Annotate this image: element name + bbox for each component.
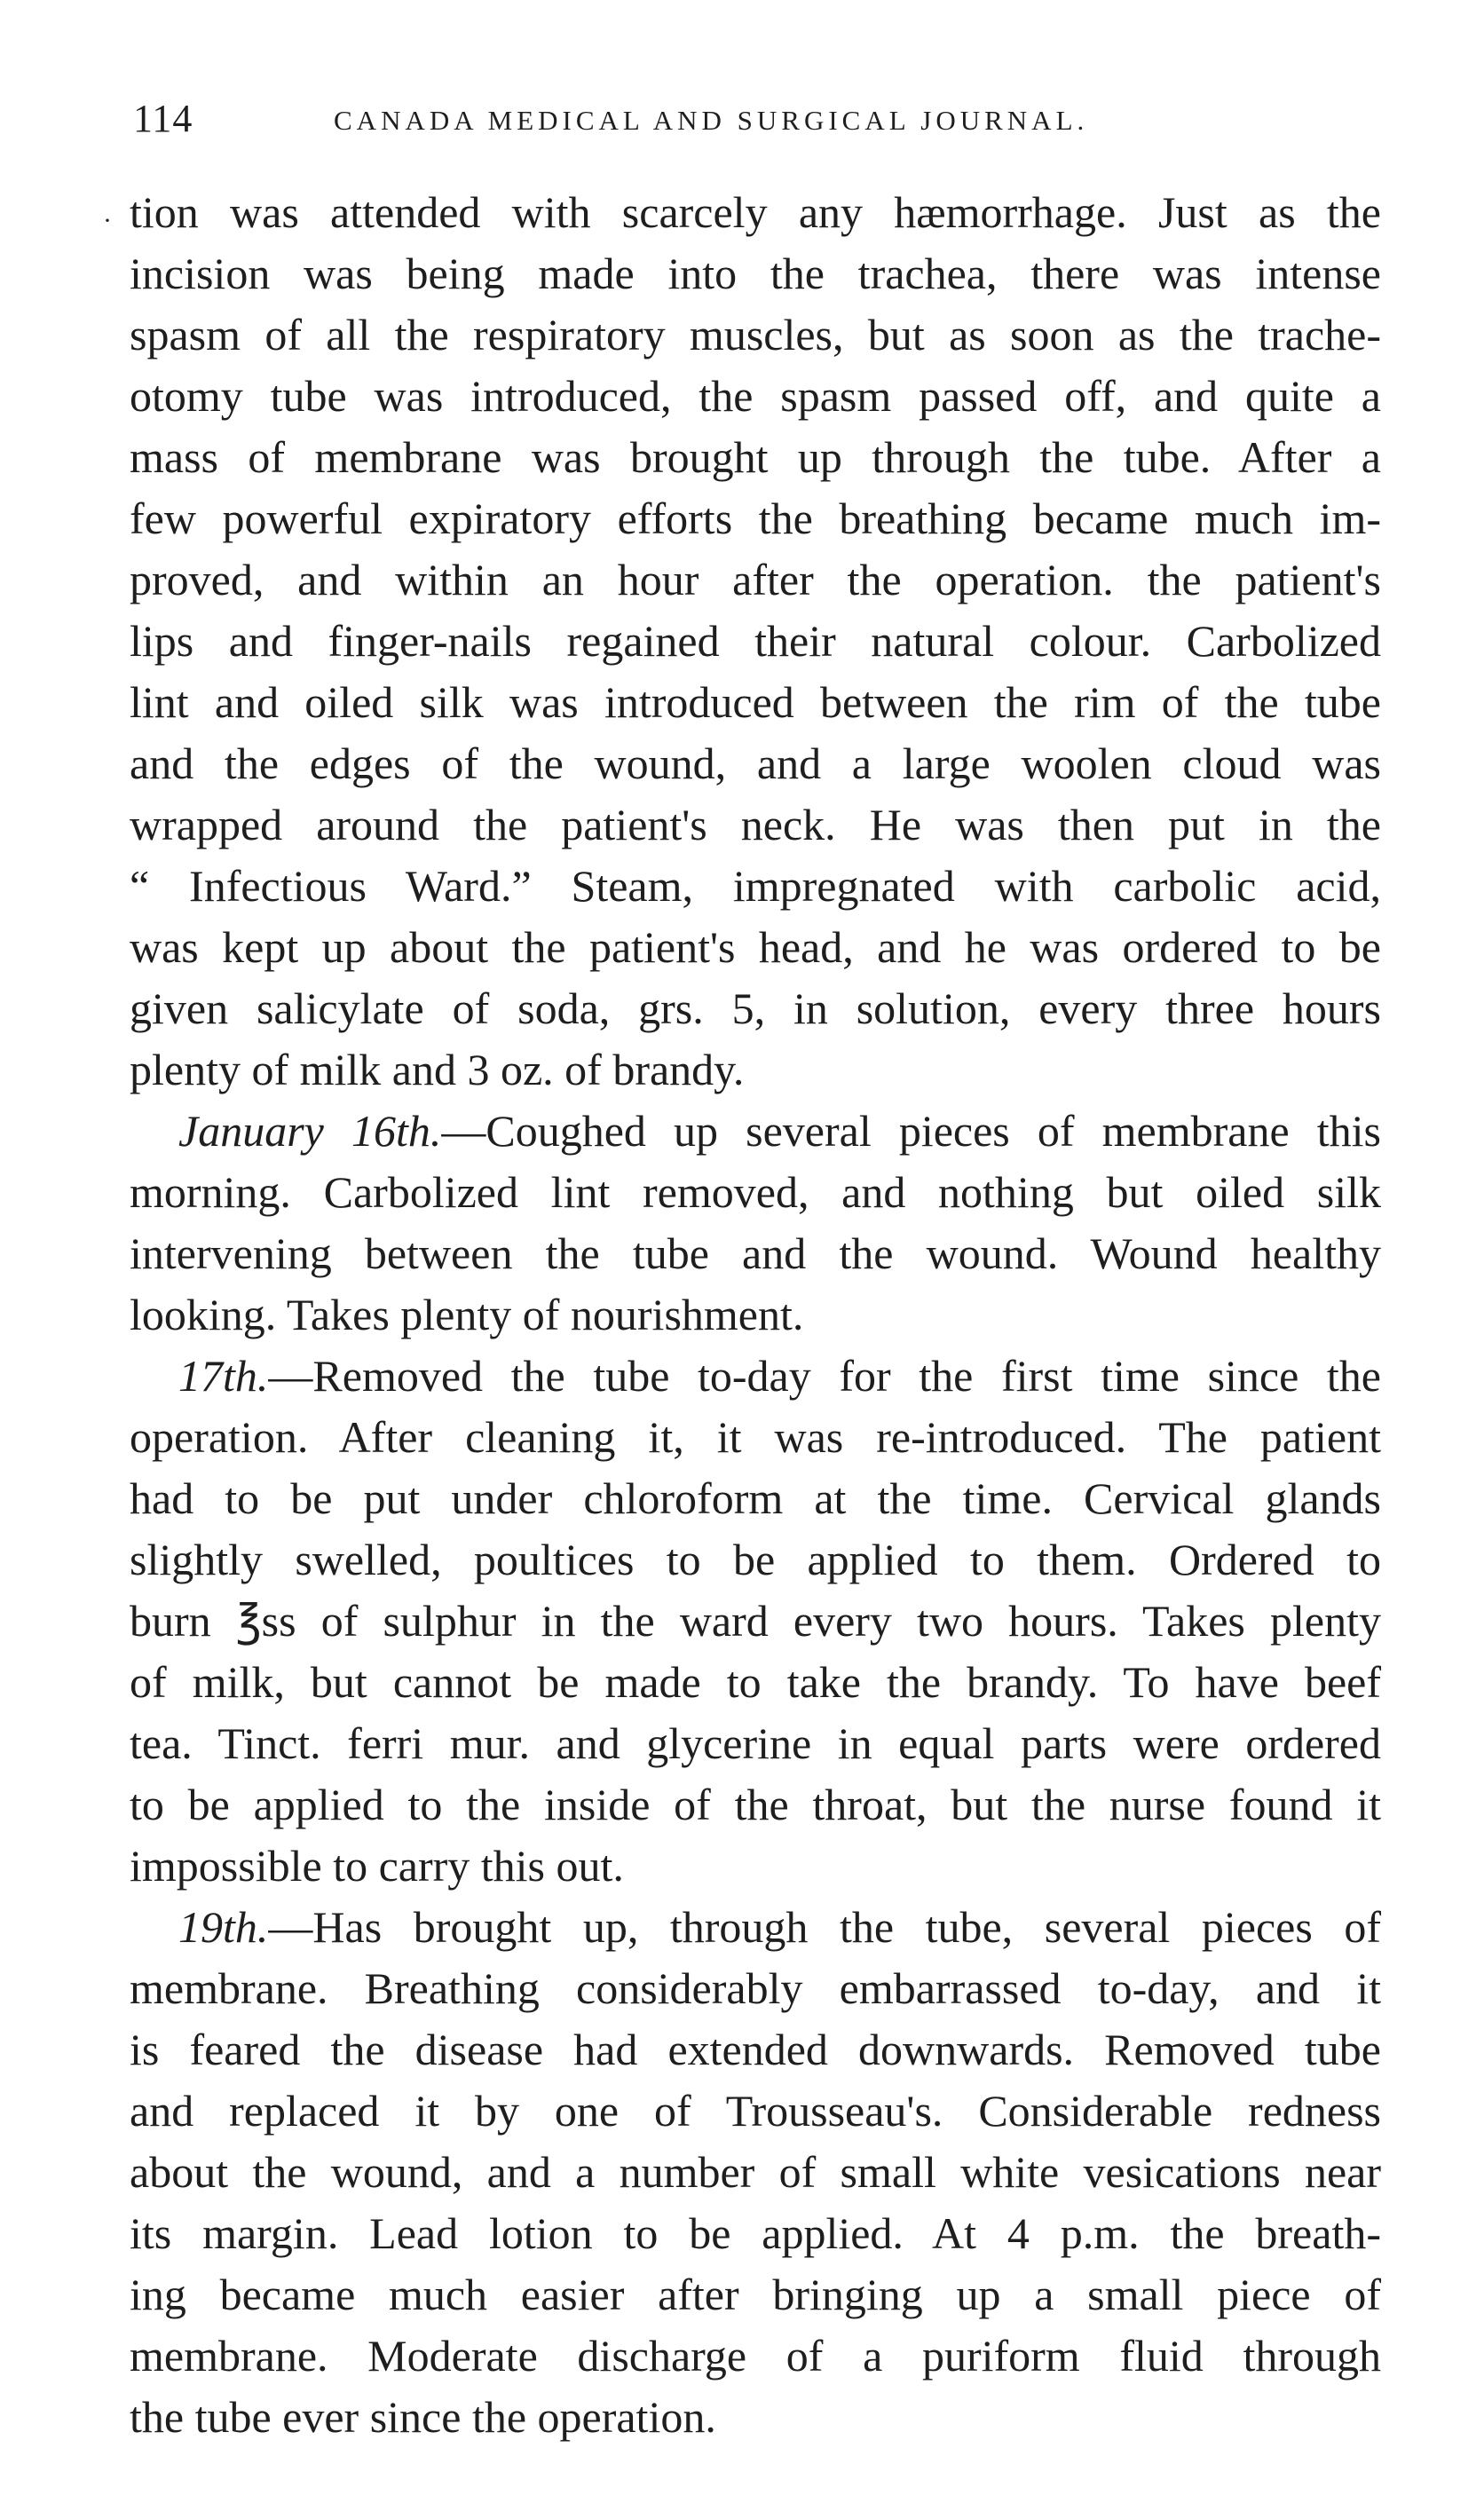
text-line: lips and finger-nails regained their natural colour. Carbolized	[130, 616, 1381, 666]
entry-first-line	[130, 1101, 1381, 1162]
text-line: mass of membrane was brought up through the tube. After a	[130, 432, 1381, 482]
text-line: looking. Takes plenty of nourishment.	[130, 1290, 804, 1339]
entry-17th	[130, 1346, 1381, 1897]
text-line: and the edges of the wound, and a large woolen cloud was	[130, 738, 1381, 788]
text-line: burn ℥ss of sulphur in the ward every two hours. Takes plenty	[130, 1596, 1381, 1646]
text-line: spasm of all the respiratory muscles, but as soon as the trache-	[130, 310, 1381, 359]
text-line: membrane. Moderate discharge of a puriform fluid through	[130, 2331, 1381, 2381]
page-number: 114	[133, 97, 193, 140]
text-line: had to be put under chloroform at the time. Cervical glands	[130, 1473, 1381, 1523]
entry-text: —Coughed up several pieces of membrane this	[441, 1106, 1382, 1156]
text-line: is feared the disease had extended downwards. Removed tube	[130, 2025, 1381, 2074]
text-line: proved, and within an hour after the operation. the patient's	[130, 555, 1381, 604]
text-line: wrapped around the patient's neck. He was then put in the	[130, 800, 1381, 849]
text-line: of milk, but cannot be made to take the brandy. To have beef	[130, 1657, 1381, 1707]
text-line: impossible to carry this out.	[130, 1841, 624, 1891]
margin-mark: ·	[103, 206, 112, 235]
text-line: to be applied to the inside of the throat, but the nurse found it	[130, 1780, 1381, 1829]
text-line: plenty of milk and 3 oz. of brandy.	[130, 1045, 745, 1094]
text-line: tion was attended with scarcely any hæmorrhage. Just as the	[130, 187, 1381, 237]
entry-first-line	[130, 1346, 1381, 1407]
text-line: lint and oiled silk was introduced between the rim of the tube	[130, 677, 1381, 727]
text-line: was kept up about the patient's head, and he was ordered to be	[130, 922, 1381, 972]
text-line: about the wound, and a number of small white vesications near	[130, 2147, 1381, 2197]
journal-title: CANADA MEDICAL AND SURGICAL JOURNAL.	[334, 105, 1089, 136]
text-line: intervening between the tube and the wound. Wound healthy	[130, 1228, 1381, 1278]
entry-january-16	[130, 1101, 1381, 1346]
text-line: given salicylate of soda, grs. 5, in solution, every three hours	[130, 983, 1381, 1033]
entry-date: 19th.	[178, 1902, 269, 1952]
entry-first-line	[130, 1897, 1381, 1958]
entry-text: —Has brought up, through the tube, several pieces of	[268, 1902, 1381, 1952]
text-line: ing became much easier after bringing up a small piece of	[130, 2270, 1381, 2319]
entry-text: —Removed the tube to-day for the first time since the	[268, 1351, 1381, 1401]
entry-date: January 16th.	[178, 1106, 442, 1156]
text-line: tea. Tinct. ferri mur. and glycerine in equal parts were ordered	[130, 1718, 1381, 1768]
text-line: its margin. Lead lotion to be applied. At 4 p.m. the breath-	[130, 2208, 1381, 2258]
entry-19th	[130, 1897, 1381, 2448]
text-line: operation. After cleaning it, it was re-introduced. The patient	[130, 1412, 1381, 1462]
paragraph-continued	[130, 182, 1381, 1101]
text-line: “ Infectious Ward.” Steam, impregnated with carbolic acid,	[130, 861, 1381, 911]
text-line: incision was being made into the trachea, there was intense	[130, 249, 1381, 298]
text-line: slightly swelled, poultices to be applied to them. Ordered to	[130, 1535, 1381, 1584]
article-body	[130, 182, 1381, 2448]
text-line: few powerful expiratory efforts the breathing became much im-	[130, 494, 1381, 543]
text-line: otomy tube was introduced, the spasm passed off, and quite a	[130, 371, 1381, 421]
entry-date: 17th.	[178, 1351, 269, 1401]
text-line: and replaced it by one of Trousseau's. Considerable redness	[130, 2086, 1381, 2136]
running-head	[133, 96, 1376, 149]
text-line: membrane. Breathing considerably embarrassed to-day, and it	[130, 1963, 1381, 2013]
text-line: the tube ever since the operation.	[130, 2392, 716, 2442]
text-line: morning. Carbolized lint removed, and nothing but oiled silk	[130, 1167, 1381, 1217]
